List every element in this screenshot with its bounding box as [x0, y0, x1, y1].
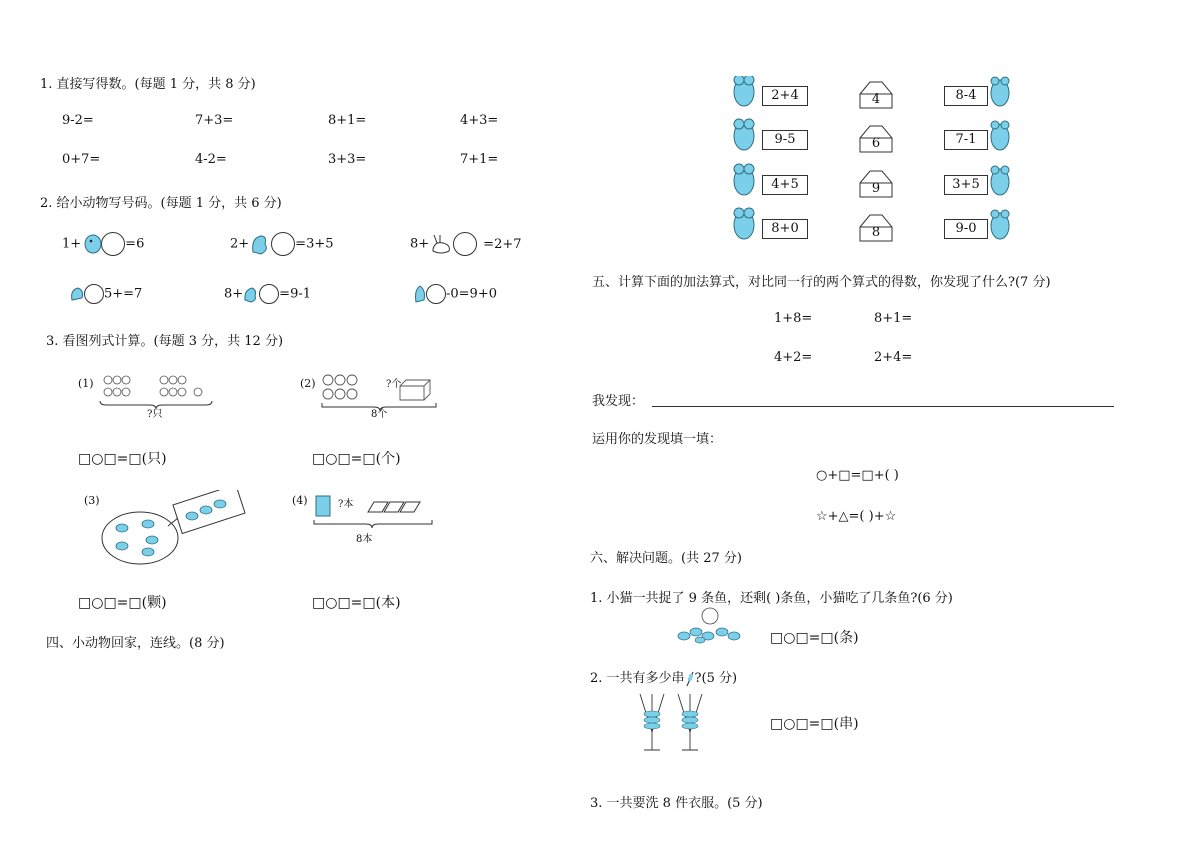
skewer-icon [685, 671, 695, 687]
match-left-card[interactable]: 9-5 [762, 130, 808, 150]
q4-title: 四、小动物回家，连线。(8 分) [46, 636, 225, 651]
q5-item: 1+8= [774, 311, 813, 326]
q1-item: 4+3= [460, 113, 499, 128]
q2-item-2 [230, 232, 334, 256]
q3-p1-answer[interactable]: □○□=□(只) [78, 451, 167, 467]
q3-p1-total: ?只 [147, 409, 163, 420]
match-right-card[interactable]: 9-0 [944, 219, 988, 239]
squirrel-icon [249, 232, 271, 256]
q2-item-1 [62, 232, 144, 256]
match-right-card[interactable]: 3+5 [944, 175, 988, 195]
bird-icon [414, 284, 426, 304]
q2-post: =6 [125, 236, 145, 252]
match-right-card[interactable]: 8-4 [944, 86, 988, 106]
q1-item: 8+1= [328, 113, 367, 128]
q6-p2-answer[interactable]: □○□=□(串) [770, 716, 859, 732]
q5-title: 五、计算下面的加法算式，对比同一行的两个算式的得数，你发现了什么?(7 分) [592, 275, 1051, 290]
fill-label: 运用你的发现填一填： [592, 432, 723, 447]
q3-p4-total: 8本 [356, 534, 373, 545]
q6-p2-text [590, 667, 737, 687]
match-left-card[interactable]: 4+5 [762, 175, 808, 195]
q3-p2-answer[interactable]: □○□=□(个) [312, 451, 401, 467]
candies-diagram [100, 490, 250, 570]
books-diagram [312, 490, 437, 536]
q3-p4-unknown: ?本 [338, 499, 354, 510]
q3-p3-label: (3) [84, 494, 100, 507]
q6-p1-answer[interactable]: □○□=□(条) [770, 630, 859, 646]
q6-p1-text: 1. 小猫一共捉了 9 条鱼，还剩( )条鱼，小猫吃了几条鱼?(6 分) [590, 591, 953, 606]
q1-title: 1. 直接写得数。(每题 1 分，共 8 分) [40, 77, 256, 92]
fill-item-2[interactable]: ☆+△=( )+☆ [816, 509, 897, 524]
answer-circle[interactable] [84, 284, 104, 304]
found-label: 我发现： [592, 394, 645, 409]
match-right-card[interactable]: 7-1 [944, 130, 988, 150]
q2-pre: 8+ [410, 236, 430, 252]
answer-circle[interactable] [453, 232, 477, 256]
q3-p2-label: (2) [300, 377, 316, 390]
q2-item-5 [224, 284, 311, 304]
house-number[interactable]: 4 [871, 92, 881, 107]
q2-post: =3+5 [295, 236, 334, 252]
q2-pre: 2+ [230, 236, 250, 252]
q6-p2-text-pre: 2. 一共有多少串 [590, 671, 685, 686]
answer-circle[interactable] [259, 284, 279, 304]
q2-item-4 [70, 284, 142, 304]
q3-p2-total: 8个 [371, 409, 388, 420]
q1-item: 4-2= [195, 152, 227, 167]
q1-item: 3+3= [328, 152, 367, 167]
q2-post: =9-1 [279, 286, 311, 302]
house-number[interactable]: 6 [871, 136, 881, 151]
q3-p1-label: (1) [78, 377, 94, 390]
q5-item: 4+2= [774, 350, 813, 365]
q2-title: 2. 给小动物写号码。(每题 1 分，共 6 分) [40, 196, 282, 211]
q6-p2-text-post: ?(5 分) [694, 671, 738, 686]
bird-icon [81, 233, 101, 255]
q1-item: 7+1= [460, 152, 499, 167]
answer-circle[interactable] [426, 284, 446, 304]
bird-icon [70, 286, 84, 302]
q2-item-6 [414, 284, 497, 304]
q2-post: 5+=7 [104, 286, 143, 302]
q3-p2-unknown: ?个 [386, 379, 402, 390]
house-number[interactable]: 9 [871, 181, 881, 196]
q3-p3-answer[interactable]: □○□=□(颗) [78, 595, 167, 611]
answer-circle[interactable] [271, 232, 295, 256]
q3-p4-label: (4) [292, 494, 308, 507]
q6-p3-text: 3. 一共要洗 8 件衣服。(5 分) [590, 796, 763, 811]
skewers-picture [634, 692, 710, 758]
q5-item: 2+4= [874, 350, 913, 365]
match-left-card[interactable]: 8+0 [762, 219, 808, 239]
q2-pre: 8+ [224, 286, 244, 302]
answer-circle[interactable] [101, 232, 125, 256]
q1-item: 9-2= [62, 113, 94, 128]
match-left-card[interactable]: 2+4 [762, 86, 808, 106]
q3-p4-answer[interactable]: □○□=□(本) [312, 595, 401, 611]
q2-post: =2+7 [483, 236, 522, 252]
q5-item: 8+1= [874, 311, 913, 326]
cat-fish-icon [676, 606, 746, 644]
q1-item: 7+3= [195, 113, 234, 128]
q2-post: -0=9+0 [446, 286, 497, 302]
house-number[interactable]: 8 [871, 225, 881, 240]
q6-title: 六、解决问题。(共 27 分) [590, 551, 742, 566]
q3-title: 3. 看图列式计算。(每题 3 分，共 12 分) [46, 334, 284, 349]
q2-item-3 [410, 232, 522, 256]
rabbit-icon [429, 233, 453, 255]
squirrel-icon [243, 284, 259, 304]
q1-item: 0+7= [62, 152, 101, 167]
found-answer-line[interactable] [652, 405, 1114, 407]
fill-item-1[interactable]: ○+□=□+( ) [816, 468, 899, 483]
q2-pre: 1+ [62, 236, 82, 252]
